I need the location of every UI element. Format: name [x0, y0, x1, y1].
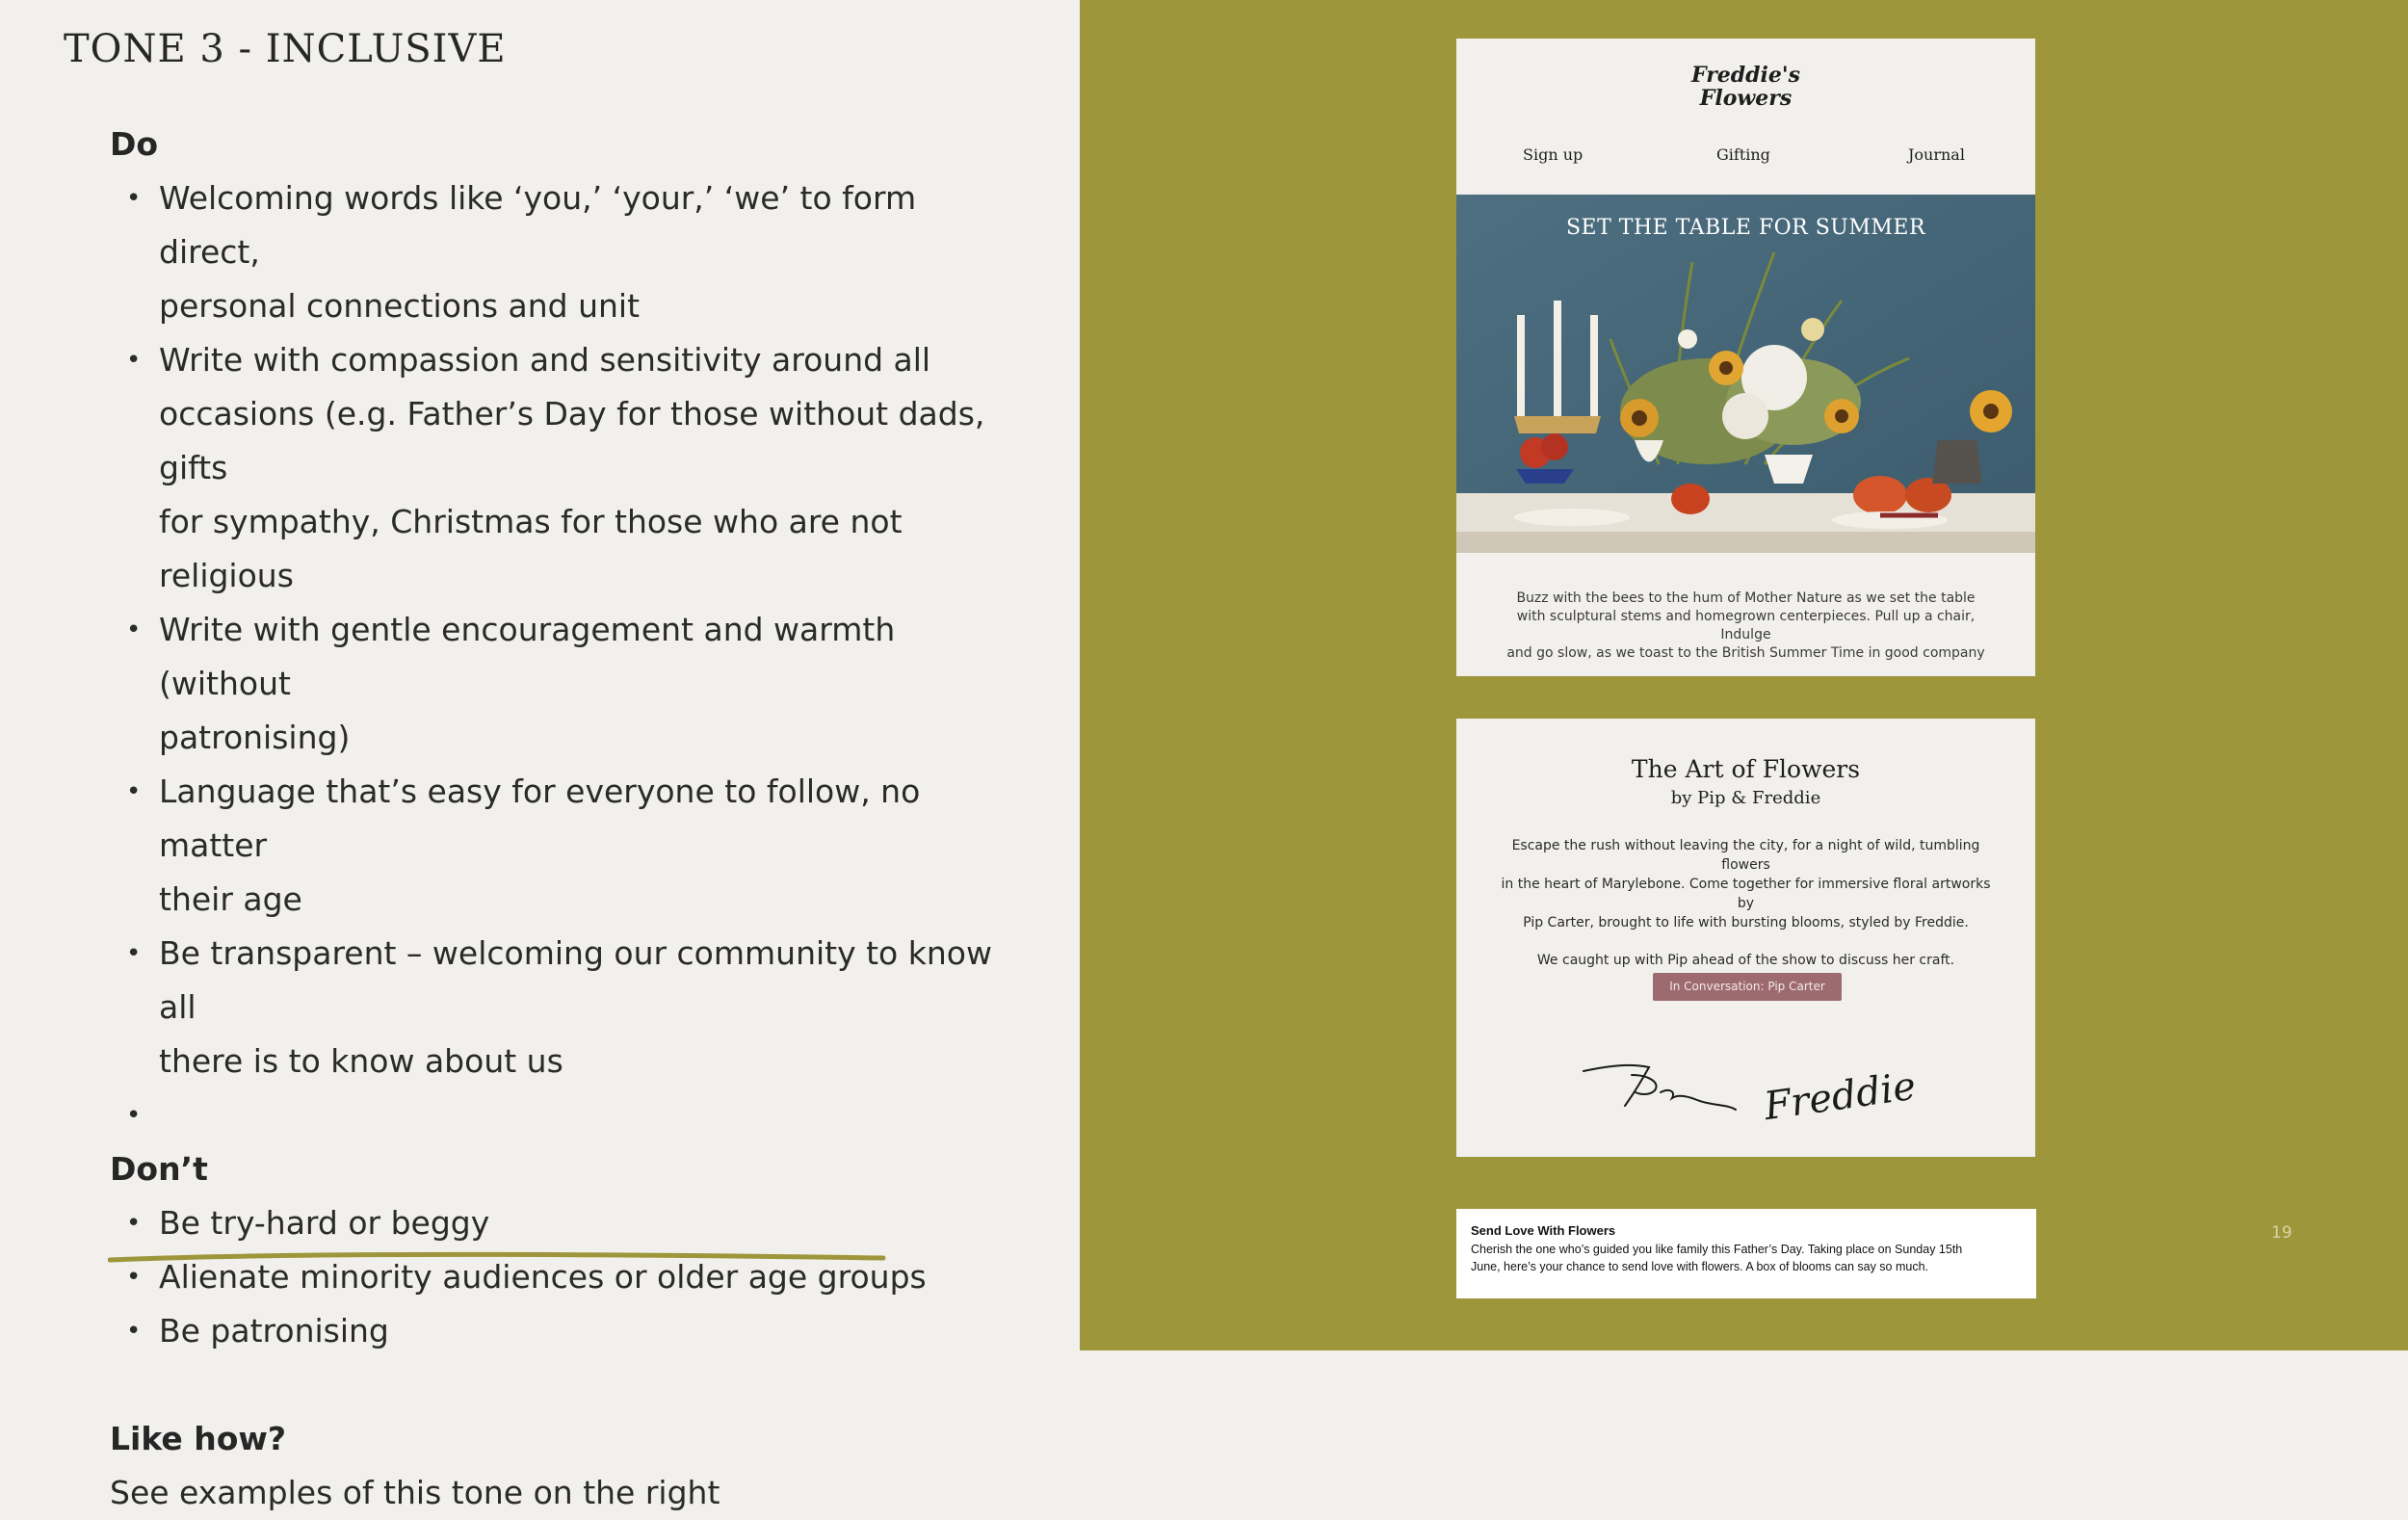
- do-bullet: • Language that’s easy for everyone to follow, no matter their age: [110, 765, 996, 927]
- do-bullet: • Write with compassion and sensitivity around all occasions (e.g. Father’s Day for those without dads, gifts for sympathy, Christmas for those who are not religious: [110, 333, 996, 603]
- nav-journal[interactable]: Journal: [1908, 145, 1965, 164]
- guidelines-content: [110, 118, 996, 1520]
- art-body: [1491, 836, 2001, 988]
- dont-list: [110, 1196, 996, 1358]
- slide-title: TONE 3 - INCLUSIVE: [64, 27, 507, 71]
- example-art-of-flowers-card: [1456, 719, 2035, 1157]
- spacer: [110, 1358, 996, 1412]
- art-paragraph-1: Escape the rush without leaving the city, for a night of wild, tumbling flowers in the heart of Marylebone. Come together for immersive floral artworks by Pip Carter, brought to life with bursting blooms, styled by Freddie.: [1501, 838, 1991, 930]
- hero-image: [1456, 195, 2035, 553]
- in-conversation-button[interactable]: In Conversation: Pip Carter: [1653, 973, 1842, 1001]
- art-subtitle: by Pip & Freddie: [1670, 788, 1821, 808]
- signatures: [1572, 1046, 1919, 1133]
- table-flowers-illustration: [1456, 195, 2035, 553]
- dont-bullet: • Alienate minority audiences or older age groups: [110, 1250, 996, 1304]
- like-how-text: See examples of this tone on the right: [110, 1474, 720, 1511]
- send-love-title: Send Love With Flowers: [1471, 1223, 1616, 1238]
- do-heading: Do: [110, 125, 159, 163]
- dont-bullet: • Be patronising: [110, 1304, 996, 1358]
- dont-heading: Don’t: [110, 1150, 208, 1188]
- send-love-body: Cherish the one who’s guided you like family this Father’s Day. Taking place on Sunday 15th June, here’s your chance to send love with flowers. A box of blooms can say so much.: [1471, 1243, 1963, 1273]
- brush-underline: [108, 1248, 888, 1268]
- freddies-flowers-logo: Freddie's Flowers: [1690, 63, 1801, 111]
- do-bullet: • Be transparent – welcoming our community to know all there is to know about us: [110, 927, 996, 1088]
- example-newsletter-card: [1456, 39, 2035, 676]
- example-send-love-card: [1456, 1209, 2036, 1298]
- nav-gifting[interactable]: Gifting: [1716, 145, 1770, 164]
- do-bullet-empty: [110, 1088, 996, 1142]
- page-number: 19: [2271, 1223, 2292, 1243]
- nav-sign-up[interactable]: Sign up: [1523, 145, 1584, 164]
- like-how-heading: Like how?: [110, 1420, 287, 1457]
- do-bullet: • Welcoming words like ‘you,’ ‘your,’ ‘we’ to form direct, personal connections and unit: [110, 171, 996, 333]
- art-title: The Art of Flowers: [1631, 755, 1861, 783]
- left-panel: [0, 0, 1080, 1511]
- freddie-signature: Freddie: [1761, 1063, 1919, 1130]
- hero-title: SET THE TABLE FOR SUMMER: [1565, 216, 1926, 240]
- dont-bullet: • Be try-hard or beggy: [110, 1196, 996, 1250]
- do-list: [110, 171, 996, 1142]
- art-paragraph-2: We caught up with Pip ahead of the show to discuss her craft.: [1536, 953, 1955, 968]
- newsletter-body: Buzz with the bees to the hum of Mother Nature as we set the table with sculptural stems and homegrown centerpieces. Pull up a chair, Indulge and go slow, as we toast to the British Summer Time in good company: [1506, 590, 1985, 661]
- do-bullet: • Write with gentle encouragement and warmth (without patronising): [110, 603, 996, 765]
- pip-signature: [1584, 1065, 1736, 1110]
